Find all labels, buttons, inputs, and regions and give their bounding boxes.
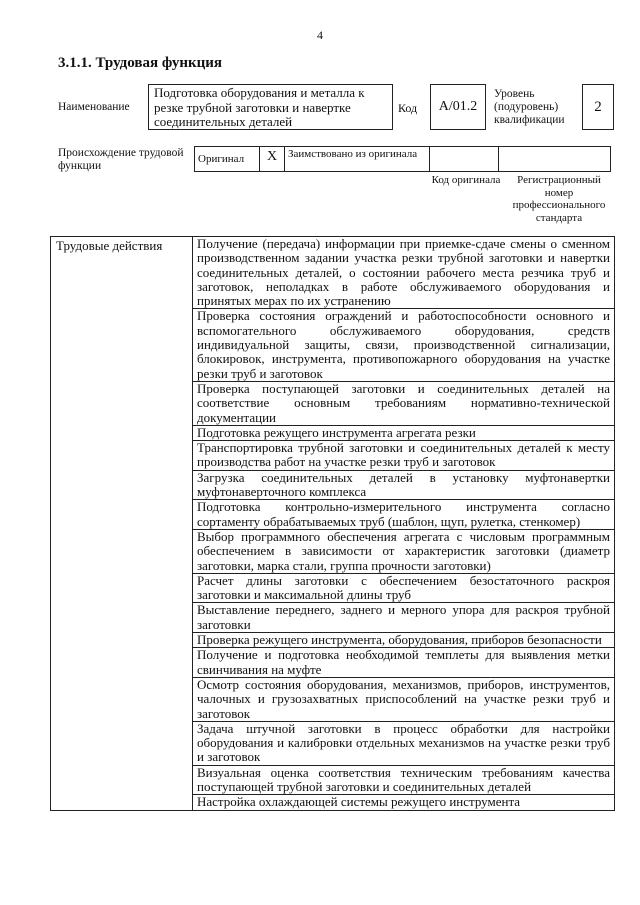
origin-label: Происхождение трудовой функции [58,147,184,172]
labor-action-item: Выставление переднего, заднего и мерного упора для раскроя трубной заготовки [193,603,615,633]
section-title: 3.1.1. Трудовая функция [58,55,223,71]
labor-action-item: Получение (передача) информации при приемке-сдаче смены о сменном производственном задании участка резки трубной заготовки и навертки соединительных деталей, о состоянии рабочего места резчика труб и заготовок, неполадках в работе обслуживаемого оборудования и принятых мерах по их устранению [193,237,615,309]
labor-action-item: Расчет длины заготовки с обеспечением безостаточного раскроя заготовки и максимальной длины труб [193,573,615,603]
labor-action-item: Проверка состояния ограждений и работоспособности основного и вспомогательного обслуживаемого оборудования, средств индивидуальной защиты, связи, производственной сигнализации, блокировок, инструмента, противопожарного оборудования на участке резки труб и заготовок [193,309,615,381]
code-original-caption: Код оригинала [431,174,501,186]
code-original-cell [430,147,499,172]
original-mark: Х [260,147,285,172]
labor-action-item: Осмотр состояния оборудования, механизмов, приборов, инструментов, чалочных и грузозахватных приспособлений на участке резки труб и заготовок [193,677,615,721]
labor-actions-table [50,236,615,811]
borrowed-label: Заимствовано из оригинала [285,147,430,172]
table-row [51,237,615,309]
labor-action-item: Подготовка режущего инструмента агрегата резки [193,425,615,440]
original-label: Оригинал [195,147,260,172]
labor-action-item: Задача штучной заготовки в процесс обработки для настройки оборудования и калибровки отдельных механизмов на участке резки труб и заготовок [193,721,615,765]
labor-action-item: Получение и подготовка необходимой темплеты для выявления метки свинчивания на муфте [193,648,615,678]
qualification-level: 2 [582,84,614,130]
labor-action-item: Выбор программного обеспечения агрегата с числовым программным обеспечением в зависимости от характеристик заготовки (диаметр заготовки, марка стали, группа прочности заготовки) [193,529,615,573]
origin-table [194,146,611,172]
labor-action-item: Проверка поступающей заготовки и соединительных деталей на соответствие основным требованиям нормативно-технической документации [193,381,615,425]
labor-action-item: Загрузка соединительных деталей в установку муфтонавертки муфтонаверточного комплекса [193,470,615,500]
page-number: 4 [317,28,323,42]
function-code: А/01.2 [430,84,486,130]
labor-actions-label: Трудовые действия [51,237,193,811]
labor-action-item: Проверка режущего инструмента, оборудования, приборов безопасности [193,633,615,648]
reg-number-cell [499,147,611,172]
function-name: Подготовка оборудования и металла к резке трубной заготовки и навертке соединительных деталей [148,84,393,130]
code-label: Код [398,101,418,115]
level-label: Уровень (подуровень) квалификации [494,88,565,126]
labor-action-item: Подготовка контрольно-измерительного инструмента согласно сортаменту обрабатываемых труб (шаблон, щуп, рулетка, стенкомер) [193,500,615,530]
name-label: Наименование [58,101,130,113]
labor-action-item: Визуальная оценка соответствия техническим требованиям качества поступающей трубной заготовки и соединительных деталей [193,765,615,795]
labor-action-item: Транспортировка трубной заготовки и соединительных деталей к месту производства работ на участке резки труб и заготовок [193,441,615,471]
labor-action-item: Настройка охлаждающей системы режущего инструмента [193,795,615,810]
reg-number-caption: Регистрационный номер профессионального стандарта [512,174,606,224]
